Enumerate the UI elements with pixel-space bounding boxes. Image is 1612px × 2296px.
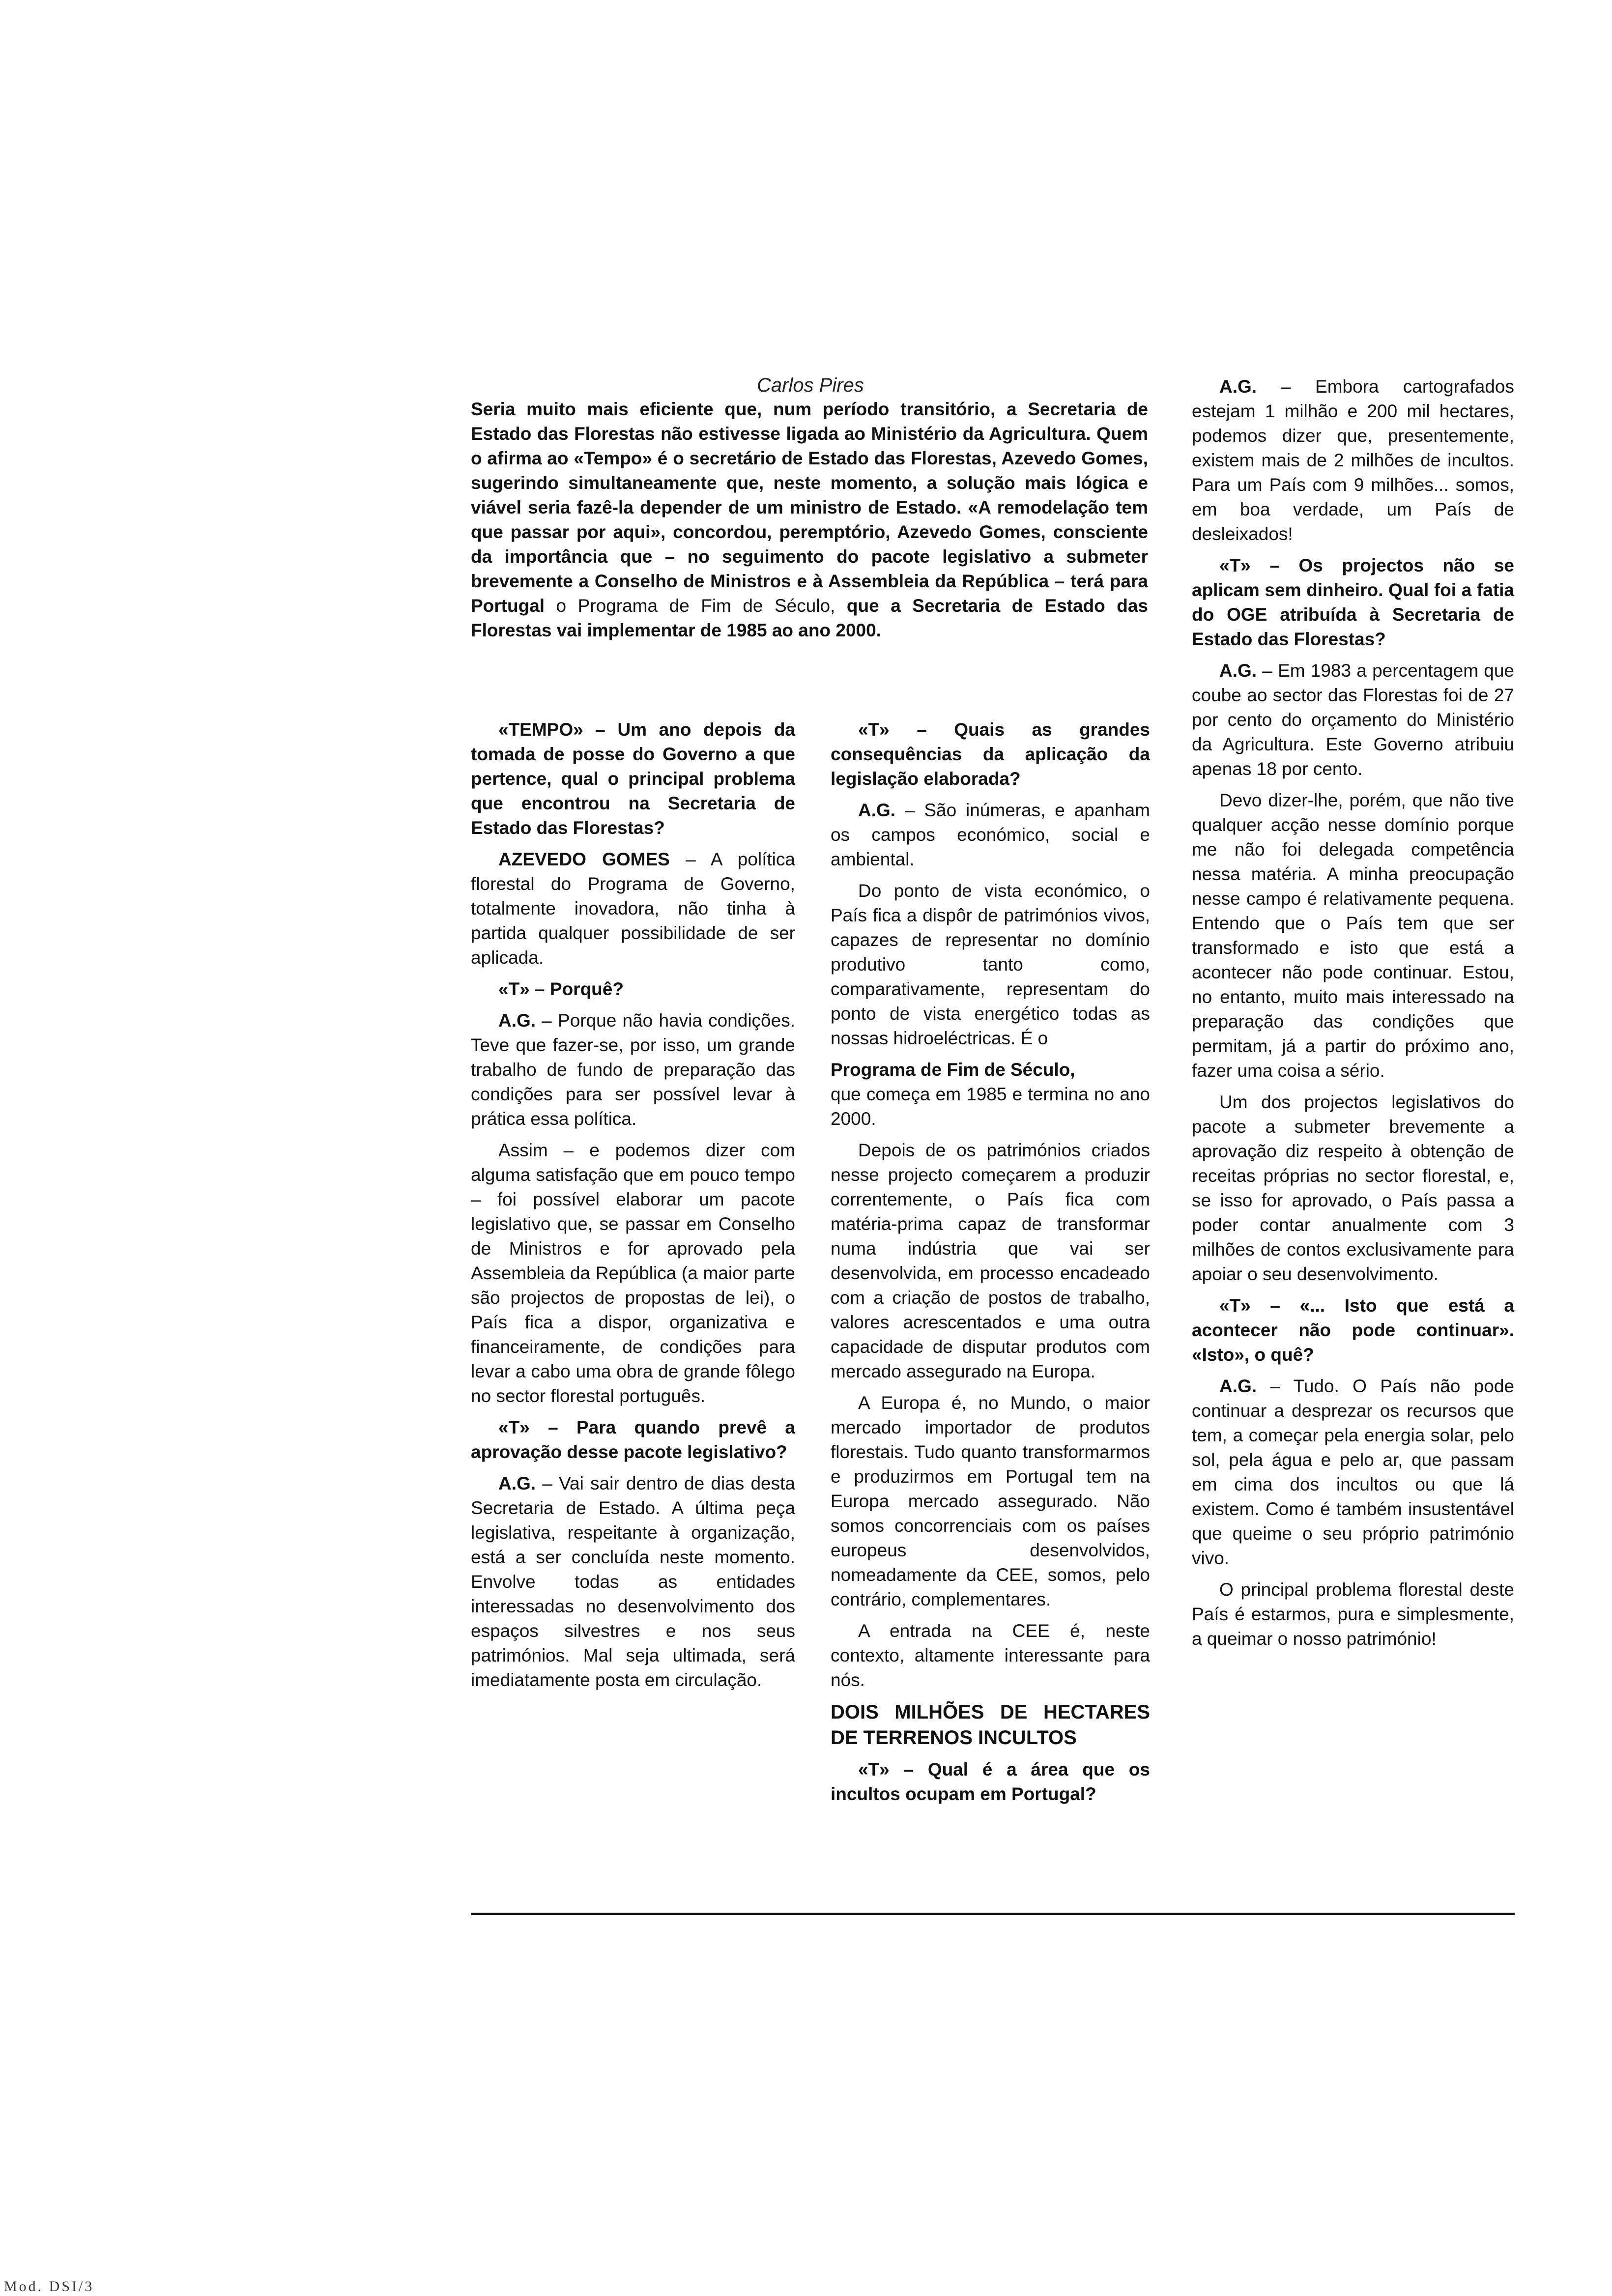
question: «T» – «... Isto que está a acontecer não pode continuar». «Isto», o quê? (1192, 1295, 1514, 1365)
answer (471, 847, 795, 970)
column-1 (471, 718, 795, 1699)
lead-paragraph (471, 397, 1148, 643)
question: «T» – Para quando prevê a aprovação desse pacote legislativo? (471, 1417, 795, 1462)
lead-bold: Seria muito mais eficiente que, num período transitório, a Secretaria de Estado das Florestas não estivesse ligada ao Ministério da Agricultura. Quem o afirma ao «Tempo» é o secretário de Estado das Florestas, Azevedo Gomes, sugerindo simultaneamente que, neste momento, a solução mais lógica e viável seria fazê-la depender de um ministro de Estado. «A remodelação tem que passar por aqui», concordou, peremptório, Azevedo Gomes, consciente da importância que – no seguimento do pacote legislativo a submeter brevemente a Conselho de Ministros e à Assembleia da República – terá para Portugal (471, 399, 1148, 616)
paragraph: Depois de os patrimónios criados nesse projecto começarem a produzir correntemente, o País fica com matéria-prima capaz de transformar numa indústria que vai ser desenvolvida, em processo encadeado com a criação de postos de trabalho, valores acrescentados e uma outra capacidade de disputar produtos com mercado assegurado na Europa. (831, 1140, 1150, 1381)
speaker-label: A.G. (1219, 376, 1257, 397)
answer-text: – Tudo. O País não pode continuar a desprezar os recursos que tem, a começar pela energia solar, pelo sol, pela água e pelo ar, que passam em cima dos incultos ou que lá existem. Como é também insustentável que queime o seu próprio património vivo. (1192, 1376, 1514, 1568)
answer-text: – Vai sair dentro de dias desta Secretaria de Estado. A última peça legislativa, respeitante à organização, está a ser concluída neste momento. Envolve todas as entidades interessadas no desenvolvimento dos espaços silvestres e nos seus patrimónios. Mal seja ultimada, será imediatamente posta em circulação. (471, 1473, 795, 1690)
speaker-label: A.G. (858, 800, 896, 820)
paragraph: que começa em 1985 e termina no ano 2000. (831, 1084, 1150, 1129)
speaker-label: A.G. (498, 1010, 536, 1031)
section-heading: DOIS MILHÕES DE HECTARES DE TERRENOS INCULTOS (831, 1701, 1150, 1749)
paragraph: Assim – e podemos dizer com alguma satisfação que em pouco tempo – foi possível elaborar um pacote legislativo que, se passar em Conselho de Ministros e for aprovado pela Assembleia da República (a maior parte são projectos de propostas de lei), o País fica a dispor, organizativa e financeiramente, de condições para levar a cabo uma obra de grande fôlego no sector florestal português. (471, 1140, 795, 1406)
question: «T» – Qual é a área que os incultos ocupam em Portugal? (831, 1759, 1150, 1804)
paragraph: A entrada na CEE é, neste contexto, altamente interessante para nós. (831, 1621, 1150, 1690)
lead-plain: o Programa de Fim de Século, (545, 596, 847, 616)
paragraph: A Europa é, no Mundo, o maior mercado importador de produtos florestais. Tudo quanto transformarmos e produzirmos em Portugal tem na Europa mercado assegurado. Não somos concorrenciais com os países europeus desenvolvidos, nomeadamente da CEE, somos, pelo contrário, complementares. (831, 1393, 1150, 1609)
question: «T» – Porquê? (498, 979, 624, 999)
speaker-label: A.G. (1219, 1376, 1257, 1396)
paragraph: Do ponto de vista económico, o País fica a dispôr de patrimónios vivos, capazes de representar no domínio produtivo tanto como, comparativamente, representam do ponto de vista energético todas as nossas hidroeléctricas. É o (831, 881, 1150, 1048)
byline: Carlos Pires (757, 374, 864, 396)
paragraph: Programa de Fim de Século, (831, 1060, 1075, 1080)
question: «TEMPO» – Um ano depois da tomada de posse do Governo a que pertence, qual o principal problema que encontrou na Secretaria de Estado das Florestas? (471, 719, 795, 838)
answer-text: – A política florestal do Programa de Governo, totalmente inovadora, não tinha à partida qualquer possibilidade de ser aplicada. (471, 849, 795, 968)
form-code: Mod. DSI/3 (4, 2278, 94, 2295)
answer-text: – São inúmeras, e apanham os campos económico, social e ambiental. (831, 800, 1150, 869)
paragraph: O principal problema florestal deste País é estarmos, pura e simplesmente, a queimar o nosso património! (1192, 1579, 1514, 1649)
answer (1192, 659, 1514, 781)
speaker-label: A.G. (1219, 660, 1257, 681)
speaker-label: AZEVEDO GOMES (498, 849, 670, 869)
lead-end: que a Secretaria de Estado das Florestas vai implementar de 1985 ao ano 2000. (471, 596, 1149, 640)
question: «T» – Os projectos não se aplicam sem dinheiro. Qual foi a fatia do OGE atribuída à Secretaria de Estado das Florestas? (1192, 555, 1514, 649)
answer (471, 1471, 795, 1693)
answer-text: – Porque não havia condições. Teve que fazer-se, por isso, um grande trabalho de fundo de preparação das condições para ser possível levar à prática essa política. (471, 1010, 795, 1129)
column-2 (831, 718, 1150, 1813)
question: «T» – Quais as grandes consequências da aplicação da legislação elaborada? (831, 719, 1150, 789)
paragraph: Devo dizer-lhe, porém, que não tive qualquer acção nesse domínio porque me não foi delegada competência nessa matéria. A minha preocupação nesse campo é relativamente pequena. Entendo que o País tem que ser transformado e isto que está a acontecer não pode continuar. Estou, no entanto, muito mais interessado na preparação das condições que permitam, já a partir do próximo ano, fazer uma coisa a sério. (1192, 790, 1514, 1081)
answer (1192, 374, 1514, 546)
column-3 (1192, 374, 1514, 1658)
answer (1192, 1374, 1514, 1571)
answer (831, 798, 1150, 872)
speaker-label: A.G. (498, 1473, 536, 1493)
paragraph: Um dos projectos legislativos do pacote a submeter brevemente a aprovação diz respeito à obtenção de receitas próprias no sector florestal, e, se isso for aprovado, o País passa a poder contar anualmente com 3 milhões de contos exclusivamente para apoiar o seu desenvolvimento. (1192, 1092, 1514, 1284)
bottom-rule (471, 1913, 1515, 1915)
answer-text: – Em 1983 a percentagem que coube ao sector das Florestas foi de 27 por cento do orçamento do Ministério da Agricultura. Este Governo atribuiu apenas 18 por cento. (1192, 660, 1514, 779)
answer-text: – Embora cartografados estejam 1 milhão e 200 mil hectares, podemos dizer que, presentemente, existem mais de 2 milhões de incultos. Para um País com 9 milhões... somos, em boa verdade, um País de desleixados! (1192, 376, 1514, 544)
answer (471, 1008, 795, 1131)
